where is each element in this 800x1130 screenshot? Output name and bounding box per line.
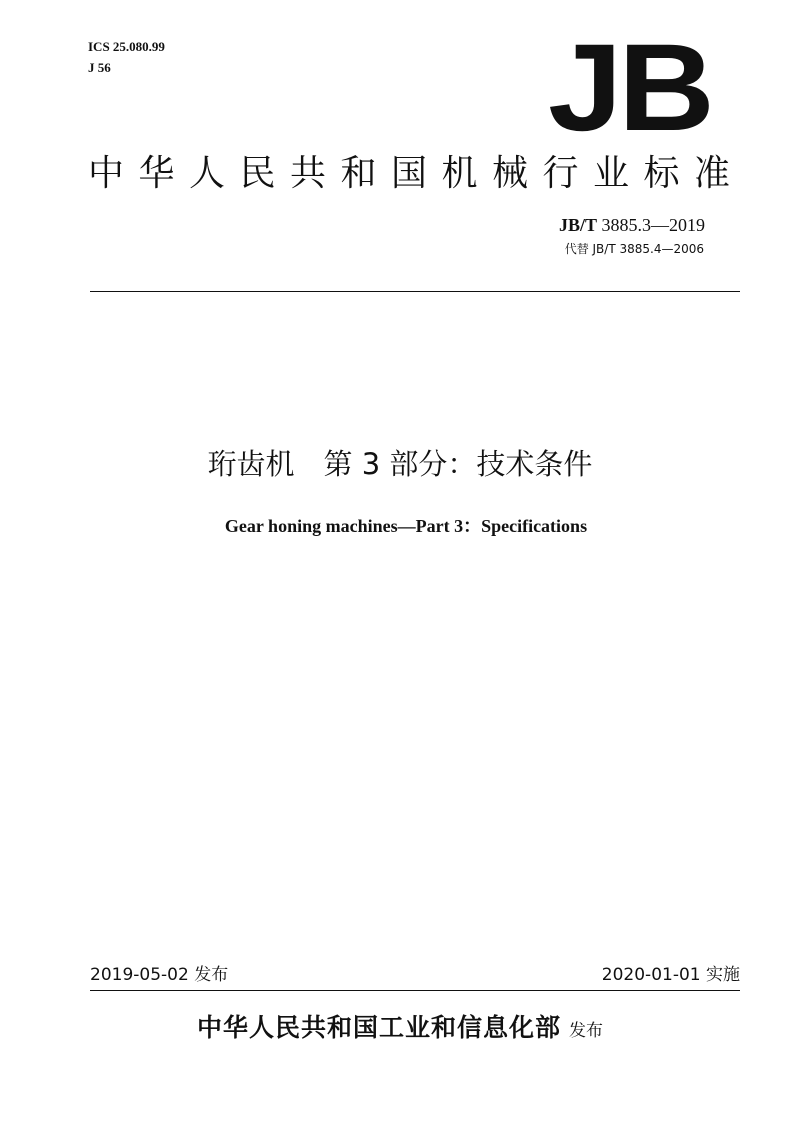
issue-date: 2019-05-02 发布 xyxy=(90,965,229,985)
replaces-standard: 代替 JB/T 3885.4—2006 xyxy=(564,242,704,256)
issuing-authority: 中华人民共和国工业和信息化部 xyxy=(196,1013,561,1042)
jb-logo: JB xyxy=(548,19,711,157)
implementation-date: 2020-01-01 实施 xyxy=(601,965,740,985)
standard-code-number: 3885.3—2019 xyxy=(601,215,705,235)
document-title-english: Gear honing machines—Part 3：Specifications xyxy=(224,516,588,536)
classification-code: J 56 xyxy=(88,60,111,75)
issuer-line xyxy=(0,1011,800,1048)
issuer-suffix: 发布 xyxy=(569,1021,603,1041)
standard-code-prefix: JB/T xyxy=(558,215,597,235)
ics-code: ICS 25.080.99 xyxy=(88,39,165,54)
standard-code xyxy=(559,214,705,236)
bottom-divider xyxy=(90,990,740,991)
standard-category-title: 中华人民共和国机械行业标准 xyxy=(88,153,745,194)
top-divider xyxy=(90,291,740,292)
document-title-chinese: 珩齿机 第 3 部分：技术条件 xyxy=(207,447,593,481)
